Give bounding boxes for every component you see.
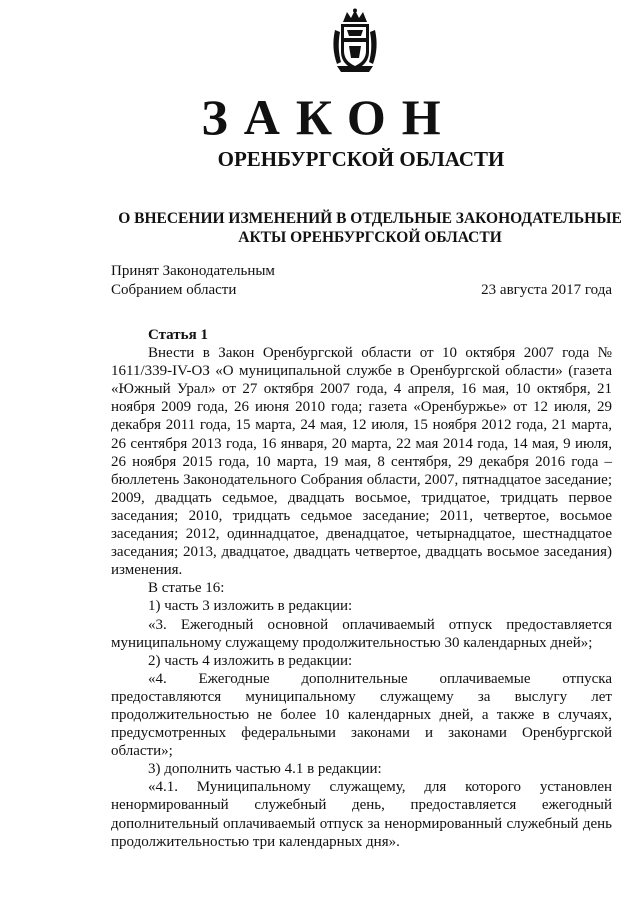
- law-subject-line-1: О ВНЕСЕНИИ ИЗМЕНЕНИЙ В ОТДЕЛЬНЫЕ ЗАКОНОДАТЕЛЬНЫЕ: [118, 210, 622, 227]
- paragraph: В статье 16:: [148, 580, 225, 597]
- article-heading: Статья 1: [148, 327, 208, 343]
- document-body: [111, 326, 612, 851]
- paragraph: «4.1. Муниципальному служащему, для которого установлен ненормированный служебный день, предоставляется ежегодный дополнительный оплачиваемый отпуск за ненормированный служебный день продолжительностью три календарных дня».: [111, 779, 612, 850]
- paragraph: 2) часть 4 изложить в редакции:: [148, 652, 353, 669]
- adoption-note: [111, 262, 275, 300]
- paragraph: Внести в Закон Оренбургской области от 10 октября 2007 года № 1611/339-IV-ОЗ «О муниципальной службе в Оренбургской области» (газета «Южный Урал» от 27 октября 2007 года, 4 апреля, 16 мая, 10 октября, 21 ноября 2009 года, 26 июня 2010 года; газета «Оренбуржье» от 12 июля, 29 декабря 2011 года, 15 марта, 24 мая, 12 июля, 15 ноября 2012 года, 21 марта, 26 сентября 2013 года, 16 января, 20 марта, 22 мая 2014 года, 14 мая, 9 июля, 26 ноября 2015 года, 10 марта, 19 мая, 8 сентября, 29 декабря 2016 года – бюллетень Законодательного Собрания области, 2007, пятнадцатое заседание; 2009, двадцать седьмое, двадцать восьмое, тридцатое, тридцать первое заседания; 2010, тридцать седьмое заседание; 2011, четвертое, восьмое заседания; 2012, одиннадцатое, двенадцатое, четырнадцатое, шестнадцатое заседания; 2013, двадцатое, двадцать четвертое, двадцать восьмое заседания) изменения.: [111, 345, 612, 579]
- adoption-line-2: Собранием области: [111, 282, 237, 298]
- document-region: ОРЕНБУРГСКОЙ ОБЛАСТИ: [217, 147, 505, 171]
- adoption-date: 23 августа 2017 года: [481, 282, 612, 298]
- document-title: ЗАКОН: [201, 89, 457, 145]
- adoption-line-1: Принят Законодательным: [111, 263, 275, 279]
- paragraph: 3) дополнить частью 4.1 в редакции:: [148, 761, 382, 778]
- paragraph: «4. Ежегодные дополнительные оплачиваемые отпуска предоставляются муниципальному служащему за выслугу лет продолжительностью не более 10 календарных дней, а также в случаях, предусмотренных федеральными законами и законами Оренбургской области»;: [111, 670, 612, 760]
- coat-of-arms-icon: [329, 8, 381, 74]
- paragraph: «3. Ежегодный основной оплачиваемый отпуск предоставляется муниципальному служащему продолжительностью 30 календарных дней»;: [111, 616, 612, 651]
- paragraph: 1) часть 3 изложить в редакции:: [148, 598, 353, 615]
- law-subject-line-2: АКТЫ ОРЕНБУРГСКОЙ ОБЛАСТИ: [238, 229, 502, 246]
- law-subject: [110, 209, 630, 247]
